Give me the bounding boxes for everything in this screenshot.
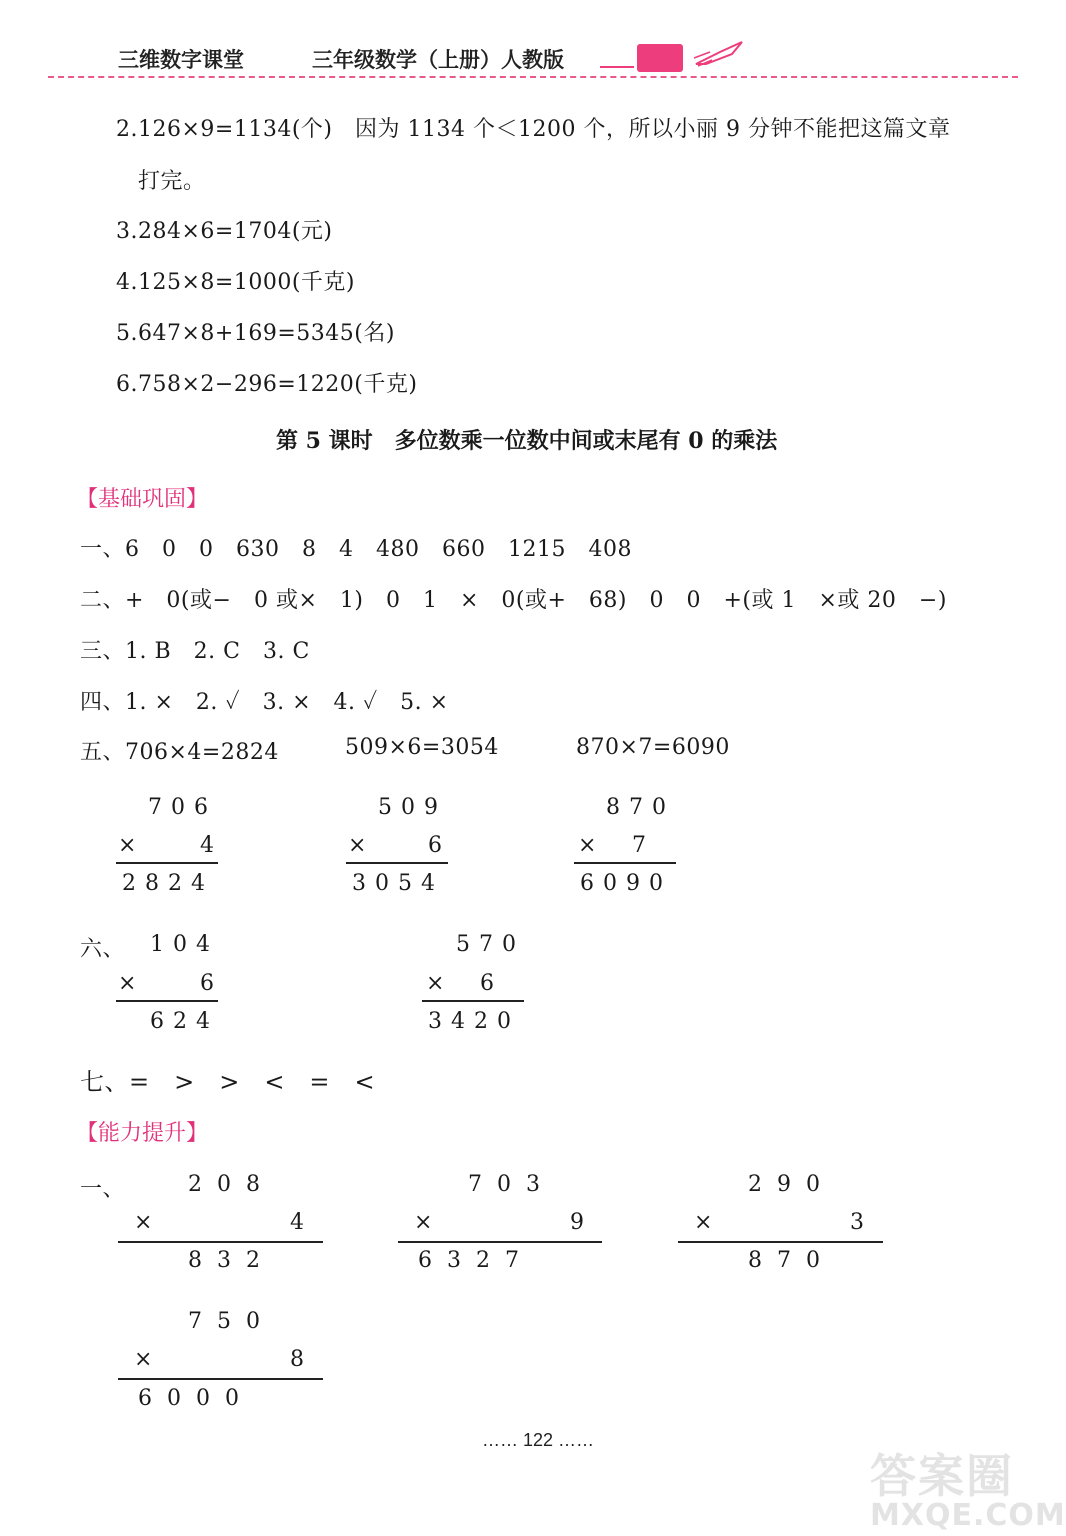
calc-rule (346, 862, 448, 864)
answer-line-2: 2.126×9=1134(个) 因为 1134 个＜1200 个，所以小丽 9 分钟不能把这篇文章 (116, 117, 951, 142)
answer-line-2-cont: 打完。 (138, 169, 206, 194)
calc-result: 6 0 0 0 (138, 1386, 243, 1411)
calc-top: 706 (148, 795, 217, 820)
ability-q1-label: 一、 (80, 1177, 126, 1202)
calc-times-sign: × (134, 1210, 153, 1235)
calc-rule (118, 1378, 323, 1380)
calc-times-sign: × (118, 833, 137, 858)
section-ability-heading: 【能力提升】 (76, 1121, 209, 1146)
calc-rule (116, 862, 218, 864)
calc-times-sign: × (694, 1210, 713, 1235)
basic-q6-label: 六、 (80, 937, 126, 962)
header-book-series: 三维数字课堂 (118, 48, 244, 72)
calc-top: 2 9 0 (748, 1172, 824, 1197)
basic-q2: 二、+ 0(或− 0 或× 1) 0 1 × 0(或+ 68) 0 0 +(或 1 ×或 20 −) (80, 588, 947, 613)
calc-result: 624 (150, 1009, 219, 1034)
calc-times-sign: × (118, 971, 137, 996)
calc-multiplier: 3 (850, 1210, 864, 1235)
calc-multiplier: 6 (200, 971, 214, 996)
calc-top: 7 5 0 (188, 1309, 264, 1334)
calc-times-sign: × (578, 833, 597, 858)
calc-top: 870 (606, 795, 675, 820)
answer-line-5: 5.647×8+169=5345(名) (116, 321, 395, 346)
rocket-icon (692, 38, 748, 68)
calc-multiplier: 6 (480, 971, 494, 996)
calc-times-sign: × (414, 1210, 433, 1235)
calc-multiplier: 8 (290, 1347, 304, 1372)
page-number: …… 122 …… (482, 1430, 595, 1450)
lesson-title: 第 5 课时 多位数乘一位数中间或末尾有 0 的乘法 (276, 428, 778, 454)
calc-multiplier: 7 (632, 833, 646, 858)
calc-result: 8 7 0 (748, 1248, 824, 1273)
answer-line-4: 4.125×8=1000(千克) (116, 270, 356, 295)
calc-top: 509 (378, 795, 447, 820)
header-logo-block (637, 44, 683, 72)
calc-result: 6 3 2 7 (418, 1248, 523, 1273)
calc-times-sign: × (426, 971, 445, 996)
basic-q1: 一、6 0 0 630 8 4 480 660 1215 408 (80, 537, 632, 562)
calc-multiplier: 9 (570, 1210, 584, 1235)
basic-q5-c: 870×7=6090 (576, 735, 730, 760)
calc-result: 3054 (352, 871, 444, 896)
watermark (870, 1440, 1066, 1533)
calc-top: 7 0 3 (468, 1172, 544, 1197)
calc-multiplier: 4 (290, 1210, 304, 1235)
basic-q7: 七、= > > < = < (80, 1068, 376, 1096)
calc-rule (678, 1241, 883, 1243)
calc-result: 8 3 2 (188, 1248, 264, 1273)
answer-line-3: 3.284×6=1704(元) (116, 219, 333, 244)
calc-rule (116, 1000, 218, 1002)
calc-rule (422, 1000, 524, 1002)
answer-line-6: 6.758×2−296=1220(千克) (116, 372, 418, 397)
watermark-url: MXQE.COM (870, 1498, 1066, 1533)
calc-times-sign: × (348, 833, 367, 858)
calc-result: 3420 (428, 1009, 520, 1034)
calc-multiplier: 6 (428, 833, 442, 858)
header-book-title: 三年级数学（上册）人教版 (312, 48, 564, 72)
header-logo-line (600, 66, 634, 68)
section-basic-heading: 【基础巩固】 (76, 487, 209, 512)
calc-top: 570 (456, 932, 525, 957)
calc-top: 2 0 8 (188, 1172, 264, 1197)
header-divider (48, 76, 1018, 78)
basic-q3: 三、1. B 2. C 3. C (80, 639, 310, 664)
calc-multiplier: 4 (200, 833, 214, 858)
watermark-logo-text: 答案圈 (870, 1449, 1014, 1503)
calc-top: 104 (150, 932, 219, 957)
basic-q5-b: 509×6=3054 (345, 735, 499, 760)
basic-q5-a: 五、706×4=2824 (80, 740, 279, 765)
calc-result: 6090 (580, 871, 672, 896)
calc-result: 2824 (122, 871, 214, 896)
calc-rule (118, 1241, 323, 1243)
calc-rule (574, 862, 676, 864)
calc-times-sign: × (134, 1347, 153, 1372)
basic-q4: 四、1. × 2. ✓ 3. × 4. ✓ 5. × (80, 690, 449, 715)
calc-rule (398, 1241, 602, 1243)
